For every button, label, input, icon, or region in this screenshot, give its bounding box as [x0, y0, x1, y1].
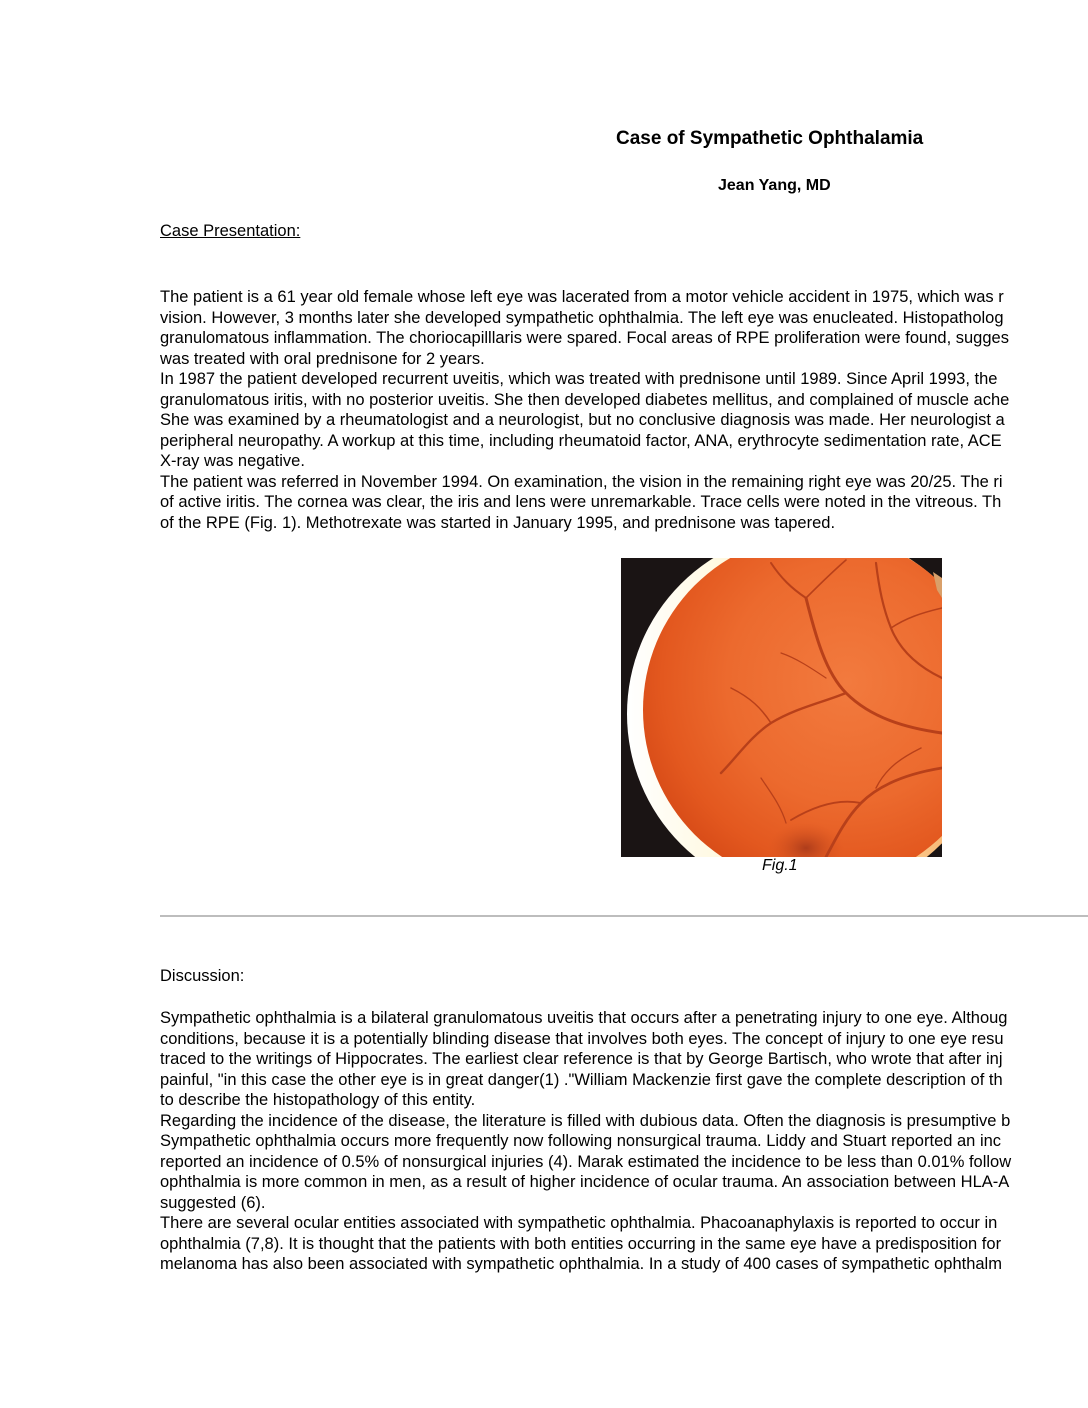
- text-line: granulomatous inflammation. The choriocapilllaris were spared. Focal areas of RPE proliferation were found, sugges: [160, 329, 1009, 347]
- document-title: Case of Sympathetic Ophthalamia: [616, 128, 924, 149]
- text-line: There are several ocular entities associated with sympathetic ophthalmia. Phacoanaphylaxis is reported to occur in: [160, 1214, 998, 1232]
- text-line: In 1987 the patient developed recurrent uveitis, which was treated with prednisone until 1989. Since April 1993, the: [160, 370, 998, 388]
- text-line: of active iritis. The cornea was clear, the iris and lens were unremarkable. Trace cells were noted in the vitreous. Th: [160, 493, 1002, 511]
- case-presentation-text: [160, 287, 1088, 533]
- text-line: The patient was referred in November 1994. On examination, the vision in the remaining right eye was 20/25. The ri: [160, 472, 1003, 491]
- text-line: granulomatous iritis, with no posterior uveitis. She then developed diabetes mellitus, and complained of muscle ache: [160, 390, 1010, 409]
- text-line: reported an incidence of 0.5% of nonsurgical injuries (4). Marak estimated the incidence to be less than 0.01% follow: [160, 1152, 1012, 1171]
- text-line: Regarding the incidence of the disease, the literature is filled with dubious data. Often the diagnosis is presumptive b: [160, 1111, 1011, 1130]
- text-line: conditions, because it is a potentially blinding disease that involves both eyes. The concept of injury to one eye resu: [160, 1029, 1004, 1048]
- text-line: vision. However, 3 months later she developed sympathetic ophthalmia. The left eye was enucleated. Histopatholog: [160, 308, 1004, 327]
- text-line: The patient is a 61 year old female whose left eye was lacerated from a motor vehicle accident in 1975, which was r: [160, 288, 1004, 306]
- discussion-heading: Discussion:: [160, 967, 245, 985]
- text-line: ophthalmia (7,8). It is thought that the patients with both entities occurring in the same eye have a predisposition for: [160, 1234, 1002, 1253]
- text-line: painful, "in this case the other eye is in great danger(1) ."William Mackenzie first gave the complete description of th: [160, 1070, 1003, 1089]
- text-line: was treated with oral prednisone for 2 years.: [160, 349, 485, 368]
- horizontal-divider: [160, 915, 1088, 917]
- author-name: Jean Yang, MD: [718, 177, 831, 194]
- text-line: traced to the writings of Hippocrates. The earliest clear reference is that by George Bartisch, who wrote that after inj: [160, 1050, 1003, 1068]
- text-line: suggested (6).: [160, 1193, 266, 1212]
- fundus-photograph: [621, 558, 942, 857]
- discussion-text: [160, 1008, 1088, 1275]
- text-line: melanoma has also been associated with sympathetic ophthalmia. In a study of 400 cases of sympathetic ophthalm: [160, 1255, 1002, 1273]
- text-line: ophthalmia is more common in men, as a result of higher incidence of ocular trauma. An association between HLA-A: [160, 1173, 1010, 1191]
- text-line: She was examined by a rheumatologist and a neurologist, but no conclusive diagnosis was made. Her neurologist a: [160, 411, 1005, 429]
- text-line: Sympathetic ophthalmia is a bilateral granulomatous uveitis that occurs after a penetrating injury to one eye. Althoug: [160, 1009, 1008, 1027]
- text-line: to describe the histopathology of this entity.: [160, 1091, 476, 1109]
- text-line: peripheral neuropathy. A workup at this time, including rheumatoid factor, ANA, erythrocyte sedimentation rate, ACE: [160, 431, 1002, 450]
- case-presentation-heading: Case Presentation:: [160, 222, 301, 240]
- text-line: Sympathetic ophthalmia occurs more frequently now following nonsurgical trauma. Liddy and Stuart reported an inc: [160, 1132, 1002, 1150]
- text-line: of the RPE (Fig. 1). Methotrexate was started in January 1995, and prednisone was tapered.: [160, 513, 836, 532]
- text-line: X-ray was negative.: [160, 452, 305, 470]
- figure-caption: Fig.1: [762, 857, 798, 874]
